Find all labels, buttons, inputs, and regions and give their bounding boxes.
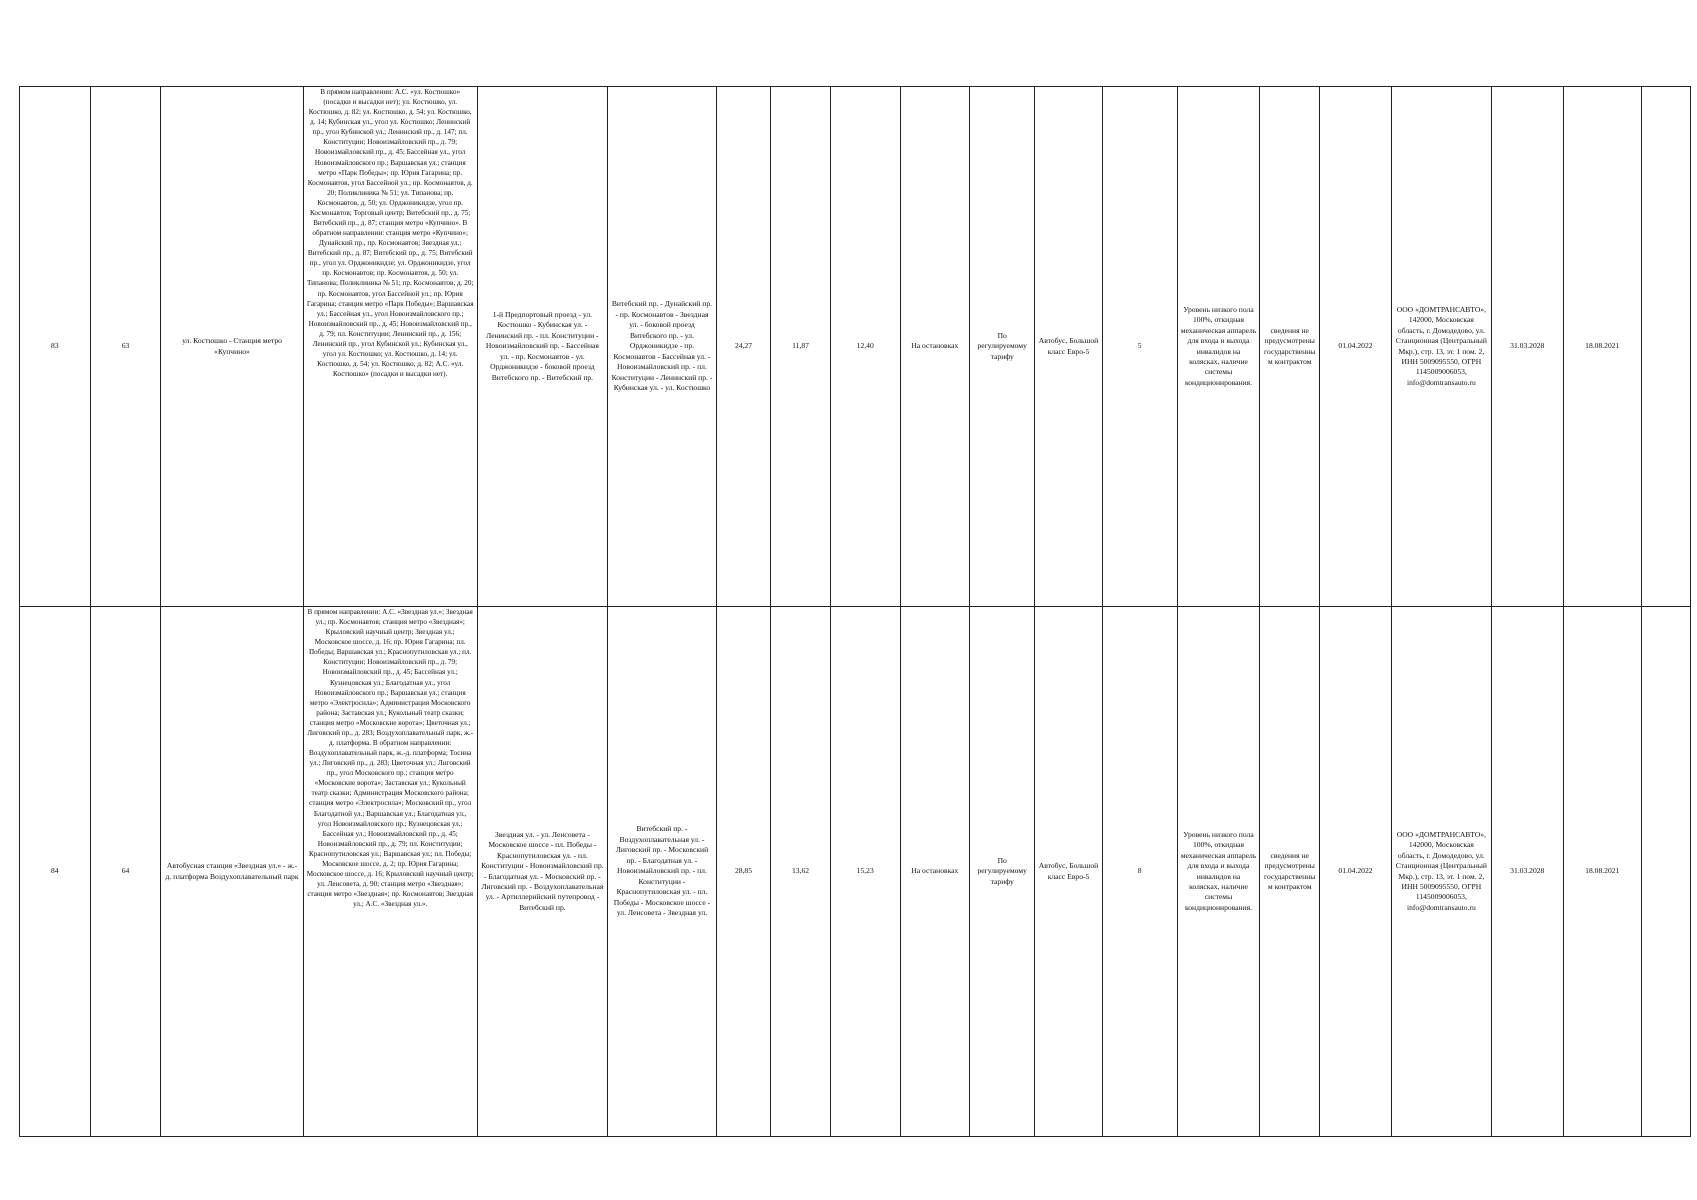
length-forward-cell: 28,85 [716,607,770,1137]
route-number-cell: 64 [90,607,161,1137]
boarding-order-cell: На остановках [900,87,970,607]
reg-number-cell: 83 [20,87,91,607]
route-number-cell: 63 [90,87,161,607]
streets-backward-cell: Витебский пр. - Воздухоплавательная ул. - Лиговский пр. - Московский пр. - Благодатная ул. - Новоизмайловский пр. - пл. Конституции - Краснопутиловская ул. - пл. Победы - Московское шоссе - ул. Ленсовета - Звездная ул. [608,607,717,1137]
accessibility-cell: Уровень низкого пола 100%, откидная механическая аппарель для входа и выхода инвалидов на колясках, наличие системы кондиционирования. [1177,607,1260,1137]
streets-backward-cell: Витебский пр. - Дунайский пр. - пр. Космонавтов - Звездная ул. - боковой проезд Витебского пр. - ул. Орджоникидзе - пр. Космонавтов - Бассейная ул. - Новоизмайловский пр. - пл. Конституции - Ленинский пр. - Кубинская ул. - ул. Костюшко [608,87,717,607]
vehicle-count-cell: 5 [1102,87,1177,607]
length-forward-cell: 24,27 [716,87,770,607]
carrier-cell: ООО «ДОМТРАНСАВТО», 142000, Московская область, г. Домодедово, ул. Станционная (Центральный Мкр.), стр. 13, эт. 1 пом. 2, ИНН 5009095550, ОГРН 1145009006053, info@domtransauto.ru [1391,87,1491,607]
streets-forward-cell: Звездная ул. - ул. Ленсовета - Московское шоссе - пл. Победы - Краснопутиловская ул. - пл. Конституции - Новоизмайловский пр. - Благодатная ул. - Московский пр. - Лиговский пр. - Воздухоплавательная ул. - Артиллерийский путепровод - Витебский пр. [477,607,607,1137]
contract-cell: сведения не предусмотрены государственным контрактом [1260,607,1320,1137]
tariff-cell: По регулируемому тарифу [970,87,1035,607]
extra-cell [1641,87,1690,607]
length-backward-cell: 11,87 [771,87,831,607]
table-row [20,87,1691,607]
length-backward-cell: 13,62 [771,607,831,1137]
boarding-order-cell: На остановках [900,607,970,1137]
accessibility-cell: Уровень низкого пола 100%, откидная механическая аппарель для входа и выхода инвалидов на колясках, наличие системы кондиционирования. [1177,87,1260,607]
extra-cell [1641,607,1690,1137]
stops-list-cell: В прямом направлении: А.С. «ул. Костюшко» (посадки и высадки нет); ул. Костюшко, ул. Костюшко, д. 82; ул. Костюшко, д. 54; ул. Костюшко, д. 14; Кубинская ул., угол ул. Костюшко; Ленинский пр., угол Кубинской ул.; Ленинский пр., д. 147; пл. Конституции; Новоизмайловский пр., д. 79; Новоизмайловский пр., д. 45; Бассейная ул., угол Новоизмайловского пр.; Варшавская ул.; станция метро «Парк Победы»; пр. Юрия Гагарина; пр. Космонавтов, угол Бассейной ул.; пр. Космонавтов, д. 20; Поликлиника № 51; ул. Типанова; пр. Космонавтов, д. 50; ул. Орджоникидзе, угол пр. Космонавтов; Торговый центр; Витебский пр., д. 75; Витебский пр., д. 87; станция метро «Купчино». В обратном направлении: станция метро «Купчино»; Дунайский пр., пр. Космонавтов; Звездная ул.; Витебский пр., д. 87; Витебский пр., д. 75; Витебский пр., угол ул. Орджоникидзе; ул. Орджоникидзе, угол пр. Космонавтов; пр. Космонавтов, д. 50; ул. Типанова; Поликлиника № 51; пр. Космонавтов, д. 20; пр. Космонавтов, угол Бассейной ул.; пр. Юрия Гагарина; станция метро «Парк Победы»; Варшавская ул.; Бассейная ул., угол Новоизмайловского пр.; Новоизмайловский пр., д. 45; Новоизмайловский пр., д. 79; пл. Конституции; Ленинский пр., д. 156; Ленинский пр., угол Кубинской ул.; Кубинская ул., угол ул. Костюшко; ул. Костюшко, д. 14; ул. Костюшко, д. 54; ул. Костюшко, д. 82; А.С. «ул. Костюшко» (посадки и высадки нет). [303,87,477,607]
vehicle-cell: Автобус, Большой класс Евро-5 [1035,607,1102,1137]
route-name-cell: Автобусная станция «Звездная ул.» - ж.-д. платформа Воздухоплавательный парк [161,607,303,1137]
carrier-cell: ООО «ДОМТРАНСАВТО», 142000, Московская область, г. Домодедово, ул. Станционная (Центральный Мкр.), стр. 13, эт. 1 пом. 2, ИНН 5009095550, ОГРН 1145009006053, info@domtransauto.ru [1391,607,1491,1137]
contract-cell: сведения не предусмотрены государственным контрактом [1260,87,1320,607]
reg-number-cell: 84 [20,607,91,1137]
start-date-cell: 01.04.2022 [1320,607,1392,1137]
streets-forward-cell: 1-й Предпортовый проезд - ул. Костюшко - Кубинская ул. - Ленинский пр. - пл. Конституции - Новоизмайловский пр. - Бассейная ул. - пр. Космонавтов - ул. Орджоникидзе - боковой проезд Витебского пр. - Витебский пр. [477,87,607,607]
route-name-cell: ул. Костюшко - Станция метро «Купчино» [161,87,303,607]
tariff-cell: По регулируемому тарифу [970,607,1035,1137]
length-total-cell: 12,40 [830,87,900,607]
vehicle-cell: Автобус, Большой класс Евро-5 [1035,87,1102,607]
registration-date-cell: 18.08.2021 [1563,607,1641,1137]
stops-list-cell: В прямом направлении: А.С. «Звездная ул.»; Звездная ул.; пр. Космонавтов; станция метро «Звездная»; Крыловский научный центр; Звездная ул.; Московское шоссе, д. 16; пр. Юрия Гагарина; пл. Победы; Варшавская ул.; Краснопутиловская ул.; пл. Конституции; Новоизмайловский пр., д. 79; Новоизмайловский пр., д. 45; Бассейная ул.; Кузнецовская ул.; Благодатная ул., угол Новоизмайловского пр.; Варшавская ул.; станция метро «Электросила»; Администрация Московского района; Заставская ул.; Кукольный театр сказки; станция метро «Московские ворота»; Цветочная ул.; Лиговский пр., д. 283; Воздухоплавательный парк, ж.-д. платформа. В обратном направлении: Воздухоплавательный парк, ж.-д. платформа; Тосина ул.; Лиговский пр., д. 283; Цветочная ул.; Лиговский пр., угол Московского пр.; станция метро «Московские ворота»; Заставская ул.; Кукольный театр сказки; Администрация Московского района; станция метро «Электросила»; Московский пр., угол Благодатной ул.; Варшавская ул.; Благодатная ул., угол Новоизмайловского пр.; Кузнецовская ул.; Бассейная ул.; Новоизмайловский пр., д. 45; Новоизмайловский пр., д. 79; пл. Конституции; Краснопутиловская ул.; Варшавская ул.; пл. Победы; Московское шоссе, д. 2; пр. Юрия Гагарина; Московское шоссе, д. 16; Крыловский научный центр; ул. Ленсовета, д. 90; станция метро «Звездная»; станция метро «Звездная»; пр. Космонавтов; Звездная ул.; А.С. «Звездная ул.». [303,607,477,1137]
route-registry-table [19,86,1691,1137]
table-row [20,607,1691,1137]
end-date-cell: 31.03.2028 [1491,87,1563,607]
vehicle-count-cell: 8 [1102,607,1177,1137]
registration-date-cell: 18.08.2021 [1563,87,1641,607]
length-total-cell: 15,23 [830,607,900,1137]
start-date-cell: 01.04.2022 [1320,87,1392,607]
end-date-cell: 31.03.2028 [1491,607,1563,1137]
